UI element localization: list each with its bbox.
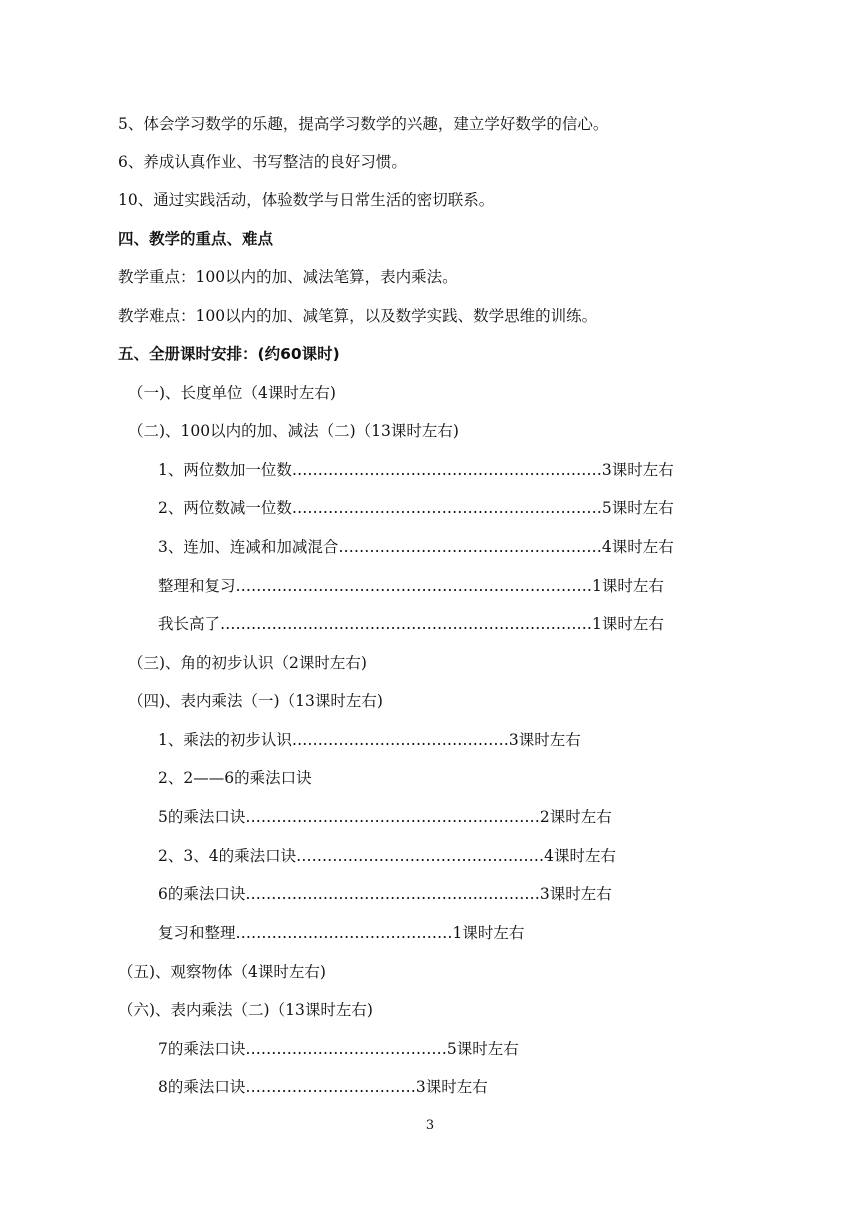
line-goal-5: 5、体会学习数学的乐趣，提高学习数学的兴趣，建立学好数学的信心。 bbox=[118, 115, 609, 133]
unit-2-item-2: 2、两位数减一位数……………………………………………………5课时左右 bbox=[158, 499, 674, 517]
unit-4-item-234: 2、3、4的乘法口诀…………………………………………4课时左右 bbox=[158, 847, 616, 865]
unit-2-review: 整理和复习……………………………………………………………1课时左右 bbox=[158, 577, 664, 595]
unit-4-item-2: 2、2——6的乘法口诀 bbox=[158, 769, 312, 787]
unit-2: （二)、100以内的加、减法（二)（13课时左右) bbox=[128, 422, 459, 440]
heading-key-points: 四、教学的重点、难点 bbox=[118, 230, 274, 248]
unit-4: （四)、表内乘法（一)（13课时左右) bbox=[128, 692, 383, 710]
line-goal-6: 6、养成认真作业、书写整洁的良好习惯。 bbox=[118, 153, 407, 171]
heading-schedule: 五、全册课时安排：(约60课时) bbox=[118, 345, 340, 363]
unit-1: （一)、长度单位（4课时左右) bbox=[128, 384, 336, 402]
line-key-point: 教学重点：100以内的加、减法笔算，表内乘法。 bbox=[118, 268, 458, 286]
unit-4-item-6: 6的乘法口诀…………………………………………………3课时左右 bbox=[158, 885, 612, 903]
unit-6: （六)、表内乘法（二)（13课时左右) bbox=[118, 1001, 373, 1019]
unit-3: （三)、角的初步认识（2课时左右) bbox=[128, 654, 367, 672]
unit-2-item-1: 1、两位数加一位数……………………………………………………3课时左右 bbox=[158, 461, 674, 479]
line-goal-10: 10、通过实践活动，体验数学与日常生活的密切联系。 bbox=[118, 191, 495, 209]
page-number: 3 bbox=[425, 1118, 435, 1133]
unit-2-item-3: 3、连加、连减和加减混合……………………………………………4课时左右 bbox=[158, 538, 674, 556]
unit-6-item-7: 7的乘法口诀…………………………………5课时左右 bbox=[158, 1040, 519, 1058]
unit-5: （五)、观察物体（4课时左右) bbox=[118, 963, 326, 981]
unit-4-item-5: 5的乘法口诀…………………………………………………2课时左右 bbox=[158, 808, 612, 826]
unit-2-activity: 我长高了………………………………………………………………1课时左右 bbox=[158, 615, 664, 633]
unit-6-item-8: 8的乘法口诀……………………………3课时左右 bbox=[158, 1078, 488, 1096]
unit-4-review: 复习和整理……………………………………1课时左右 bbox=[158, 924, 525, 942]
unit-4-item-1: 1、乘法的初步认识……………………………………3课时左右 bbox=[158, 731, 581, 749]
line-difficulty: 教学难点：100以内的加、减笔算，以及数学实践、数学思维的训练。 bbox=[118, 307, 598, 325]
